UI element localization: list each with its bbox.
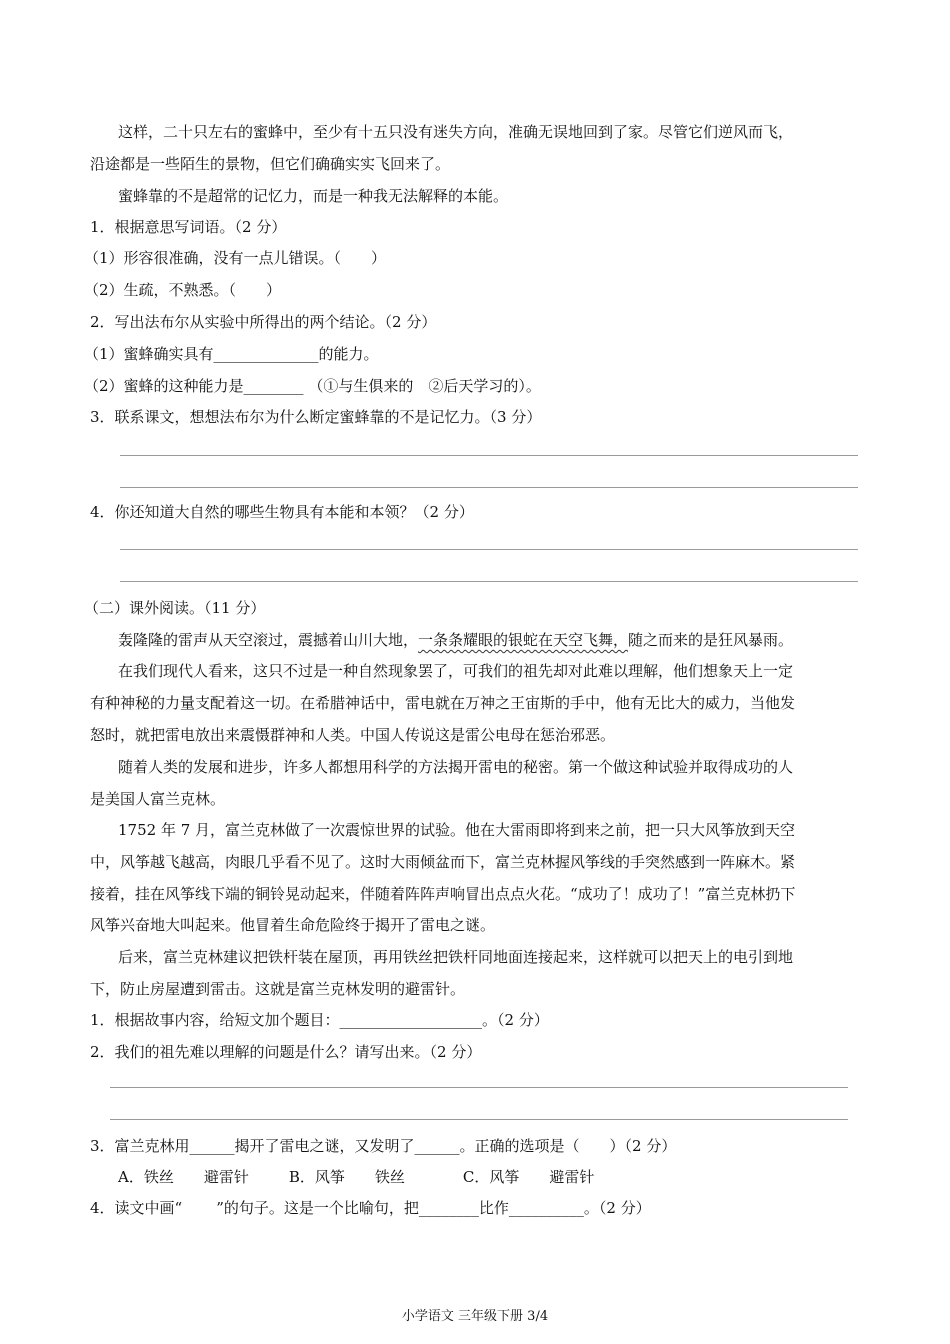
section-2-para-3-line-2: 是美国人富兰克林。 xyxy=(90,790,226,808)
para-1-text-a: 轰隆隆的雷声从天空滚过，震撼着山川大地， xyxy=(118,631,419,649)
s2-question-4-after: ”的句子。这是一个比喻句，把________比作__________。（2 分） xyxy=(216,1199,651,1217)
section-2-para-4-line-1: 1752 年 7 月，富兰克林做了一次震惊世界的试验。他在大雷雨即将到来之前，把一只大风筝放到天空 xyxy=(118,821,796,839)
section-2-heading: （二）课外阅读。（11 分） xyxy=(84,599,266,617)
question-1-title: 1．根据意思写词语。（2 分） xyxy=(90,218,287,236)
s2-question-4-before: 4．读文中画“ xyxy=(90,1199,183,1217)
section-2-para-5-line-1: 后来，富兰克林建议把铁杆装在屋顶，再用铁丝把铁杆同地面连接起来，这样就可以把天上的电引到地 xyxy=(118,948,794,966)
section-2-para-4-line-2: 中，风筝越飞越高，肉眼几乎看不见了。这时大雨倾盆而下，富兰克林握风筝线的手突然感到一阵麻木。紧 xyxy=(90,853,796,871)
section-2-para-3-line-1: 随着人类的发展和进步，许多人都想用科学的方法揭开雷电的秘密。第一个做这种试验并取得成功的人 xyxy=(118,758,794,776)
s2-question-1: 1．根据故事内容，给短文加个题目：___________________。（2 分） xyxy=(90,1011,549,1029)
option-b[interactable]: B．风筝 铁丝 xyxy=(288,1168,405,1186)
answer-line[interactable] xyxy=(120,581,858,582)
answer-line[interactable] xyxy=(120,455,858,456)
section-2-para-2-line-3: 怒时，就把雷电放出来震慑群神和人类。中国人传说这是雷公电母在惩治邪恶。 xyxy=(90,726,616,744)
question-3-title: 3．联系课文，想想法布尔为什么断定蜜蜂靠的不是记忆力。（3 分） xyxy=(90,408,542,426)
question-2-item-2: （2）蜜蜂的这种能力是________ （①与生俱来的 ②后天学习的）。 xyxy=(84,377,541,395)
passage1-para2: 蜜蜂靠的不是超常的记忆力，而是一种我无法解释的本能。 xyxy=(118,187,509,205)
wavy-underlined-sentence: 一条条耀眼的银蛇在天空飞舞， xyxy=(418,631,629,649)
section-2-para-2-line-2: 有种神秘的力量支配着这一切。在希腊神话中，雷电就在万神之王宙斯的手中，他有无比大的威力，当他发 xyxy=(90,694,796,712)
answer-line[interactable] xyxy=(110,1087,848,1088)
question-2-item-1: （1）蜜蜂确实具有______________的能力。 xyxy=(84,345,379,363)
option-a[interactable]: A．铁丝 避雷针 xyxy=(118,1168,249,1186)
answer-line[interactable] xyxy=(120,549,858,550)
section-2-para-4-line-4: 风筝兴奋地大叫起来。他冒着生命危险终于揭开了雷电之谜。 xyxy=(90,916,496,934)
passage1-para1-line1: 这样，二十只左右的蜜蜂中，至少有十五只没有迷失方向，准确无误地回到了家。尽管它们逆风而飞， xyxy=(118,123,794,141)
section-2-para-4-line-3: 接着，挂在风筝线下端的铜铃晃动起来，伴随着阵阵声响冒出点点火花。“成功了！成功了！”富兰克林扔下 xyxy=(90,885,796,903)
answer-line[interactable] xyxy=(120,487,858,488)
section-2-para-1 xyxy=(118,630,793,650)
question-1-item-1: （1）形容很准确，没有一点儿错误。（ ） xyxy=(84,249,387,267)
page-footer: 小学语文 三年级下册 3/4 xyxy=(401,1309,549,1324)
s2-question-3-options xyxy=(118,1167,594,1187)
section-2-para-2-line-1: 在我们现代人看来，这只不过是一种自然现象罢了，可我们的祖先却对此难以理解，他们想象天上一定 xyxy=(118,662,794,680)
para-1-text-b: 随之而来的是狂风暴雨。 xyxy=(628,631,794,649)
passage1-para1-line2: 沿途都是一些陌生的景物，但它们确确实实飞回来了。 xyxy=(90,155,451,173)
question-1-item-2: （2）生疏，不熟悉。（ ） xyxy=(84,281,282,299)
s2-question-3: 3．富兰克林用______揭开了雷电之谜，又发明了______。正确的选项是（ ）（2 分） xyxy=(90,1137,677,1155)
question-2-title: 2．写出法布尔从实验中所得出的两个结论。（2 分） xyxy=(90,313,437,331)
option-c[interactable]: C．风筝 避雷针 xyxy=(462,1168,595,1186)
answer-line[interactable] xyxy=(110,1119,848,1120)
question-4-title: 4．你还知道大自然的哪些生物具有本能和本领？（2 分） xyxy=(90,503,474,521)
wavy-mark-sample xyxy=(182,1198,216,1218)
section-2-para-5-line-2: 下，防止房屋遭到雷击。这就是富兰克林发明的避雷针。 xyxy=(90,980,466,998)
s2-question-2: 2．我们的祖先难以理解的问题是什么？请写出来。（2 分） xyxy=(90,1043,482,1061)
s2-question-4 xyxy=(90,1198,651,1218)
